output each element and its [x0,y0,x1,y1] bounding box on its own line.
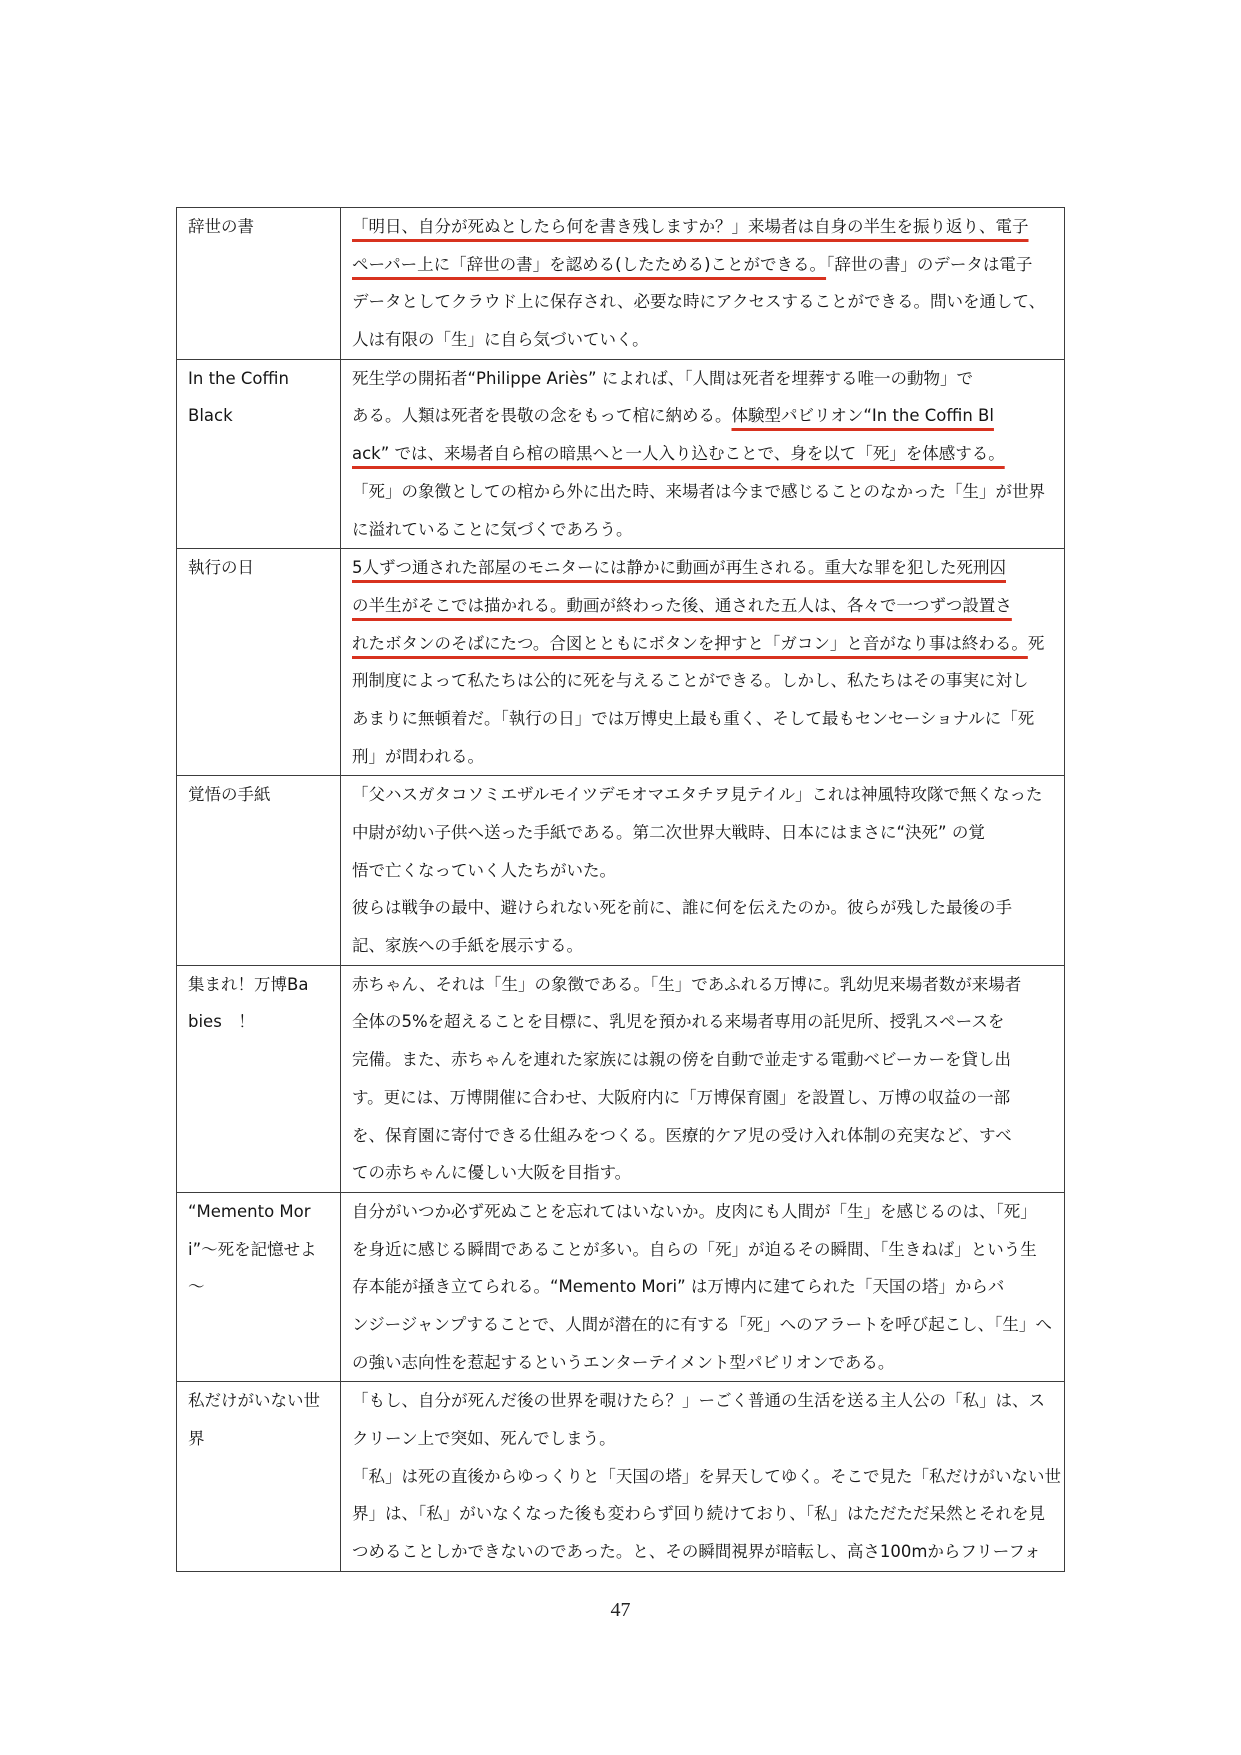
text-segment: ある。人類は死者を畏敬の念をもって棺に納める。 [352,406,732,426]
description-line [352,587,1064,625]
text-segment: データとしてクラウド上に保存され、必要な時にアクセスすることができる。問いを通して、 [352,292,1046,312]
row-title-line: 私だけがいない世 [188,1391,320,1411]
text-segment: 中尉が幼い子供へ送った手紙である。第二次世界大戦時、日本にはまさに“決死” の覚 [352,823,985,842]
row-title-line: i”～死を記憶せよ [188,1239,317,1259]
description-line [352,852,1064,890]
description-line [352,435,1064,473]
text-segment: 「私」は死の直後からゆっくりと「天国の塔」を昇天してゆく。そこで見た「私だけがいない世 [352,1466,1062,1486]
row-description-cell [341,208,1065,360]
underlined-text: の半生がそこでは描かれる。動画が終わった後、通された五人は、各々で一つずつ設置さ [352,595,1012,615]
row-title-cell [177,549,341,776]
description-line [352,1420,1064,1458]
text-segment: 刑」が問われる。 [352,746,484,766]
text-segment: 完備。また、赤ちゃんを連れた家族には親の傍を自動で並走する電動ベビーカーを貸し出 [352,1050,1012,1070]
text-segment: 全体の5%を超えることを目標に、乳児を預かれる来場者専用の託児所、授乳スペースを [352,1012,1005,1032]
text-segment: 「父ハスガタコソミエザルモイツデモオマエタチヲ見テイル」これは神風特攻隊で無くなった [352,785,1043,805]
row-title-cell [177,965,341,1192]
text-segment: つめることしかできないのであった。と、その瞬間視界が暗転し、高さ100mからフリーフォ [352,1542,1041,1562]
description-line [352,1117,1064,1155]
row-description-cell [341,776,1065,965]
description-line [352,1344,1064,1382]
text-segment: 赤ちゃん、それは「生」の象徴である。「生」であふれる万博に。乳幼児来場者数が来場者 [352,974,1022,994]
description-line [352,1154,1064,1192]
text-segment: 「辞世の書」のデータは電子 [826,254,1033,274]
description-line [352,1268,1064,1306]
description-line [352,814,1064,852]
text-segment: 死生学の開拓者“Philippe Ariès” によれば、「人間は死者を埋葬する唯一の動物」で [352,368,973,388]
description-line [352,700,1064,738]
row-title-line: bies ！ [188,1012,255,1032]
description-line [352,360,1064,398]
row-title-cell [177,1382,341,1571]
pavilion-table [176,207,1065,1572]
table-row [177,1382,1065,1571]
row-description-cell [341,1192,1065,1381]
description-line [352,662,1064,700]
text-segment: を、保育園に寄付できる仕組みをつくる。医療的ケア児の受け入れ体制の充実など、すべ [352,1125,1012,1145]
description-line [352,966,1064,1004]
row-title-cell [177,359,341,548]
description-line [352,1382,1064,1420]
underlined-text: 「明日、自分が死ぬとしたら何を書き残しますか？」来場者は自身の半生を振り返り、電子 [352,217,1029,236]
underlined-text: 体験型パビリオン“In the Coffin Bl [731,406,994,426]
row-title-line: 執行の日 [188,558,254,578]
description-line [352,1041,1064,1079]
text-segment: ンジージャンプすることで、人間が潜在的に有する「死」へのアラートを呼び起こし、「生」へ [352,1314,1052,1334]
text-segment: 「もし、自分が死んだ後の世界を覗けたら？」ーごく普通の生活を送る主人公の「私」は、ス [352,1391,1045,1411]
description-line [352,1079,1064,1117]
description-line [352,1193,1064,1231]
underlined-text: れたボタンのそばにたつ。合図とともにボタンを押すと「ガコン」と音がなり事は終わる。 [352,633,1028,653]
description-line [352,473,1064,511]
text-segment: 記、家族への手紙を展示する。 [352,936,583,956]
row-title-line: 界 [188,1429,205,1448]
description-line [352,776,1064,814]
description-line [352,321,1064,359]
description-line [352,1495,1064,1533]
description-line [352,1231,1064,1269]
row-title-line: ～ [188,1277,205,1297]
description-line [352,283,1064,321]
description-line [352,246,1064,284]
table-row [177,549,1065,776]
table-row [177,776,1065,965]
text-segment: 「死」の象徴としての棺から外に出た時、来場者は今まで感じることのなかった「生」が世界 [352,481,1045,501]
underlined-text: ack” では、来場者自ら棺の暗黒へと一人入り込むことで、身を以て「死」を体感する。 [352,444,1005,464]
description-line [352,208,1064,246]
description-line [352,738,1064,776]
description-line [352,625,1064,663]
text-segment: 刑制度によって私たちは公的に死を与えることができる。しかし、私たちはその事実に対し [352,671,1029,691]
table-row [177,965,1065,1192]
row-title-line: Black [188,406,233,426]
underlined-text: ペーパー上に「辞世の書」を認める(したためる)ことができる。 [352,254,827,274]
text-segment: 死 [1027,633,1045,653]
text-segment: に溢れていることに気づくであろう。 [352,519,633,539]
text-segment: の強い志向性を惹起するというエンターテイメント型パビリオンである。 [352,1352,895,1372]
row-title-line: 覚悟の手紙 [188,785,271,805]
description-line [352,549,1064,587]
row-title-cell [177,1192,341,1381]
row-title-cell [177,208,341,360]
row-description-cell [341,359,1065,548]
text-segment: す。更には、万博開催に合わせ、大阪府内に「万博保育園」を設置し、万博の収益の一部 [352,1087,1011,1107]
description-line [352,889,1064,927]
text-segment: を身近に感じる瞬間であることが多い。自らの「死」が迫るその瞬間、「生きねば」という生 [352,1239,1037,1259]
table-body [177,208,1065,1572]
row-description-cell [341,1382,1065,1571]
description-line [352,1306,1064,1344]
text-segment: 存本能が掻き立てられる。“Memento Mori” は万博内に建てられた「天国の塔」からバ [352,1277,1005,1297]
text-segment: クリーン上で突如、死んでしまう。 [352,1429,616,1448]
text-segment: 悟で亡くなっていく人たちがいた。 [352,860,616,880]
description-line [352,1458,1064,1496]
row-description-cell [341,549,1065,776]
row-title-line: 集まれ！万博Ba [188,974,309,994]
text-segment: 界」は、「私」がいなくなった後も変わらず回り続けており、「私」はただただ呆然とそれを見 [352,1504,1045,1524]
text-segment: あまりに無頓着だ。「執行の日」では万博史上最も重く、そして最もセンセーショナルに「死 [352,708,1035,728]
table-row [177,1192,1065,1381]
underlined-text: 5人ずつ通された部屋のモニターには静かに動画が再生される。重大な罪を犯した死刑囚 [352,558,1006,578]
row-description-cell [341,965,1065,1192]
description-line [352,397,1064,435]
page-number: 47 [610,1599,631,1621]
text-segment: ての赤ちゃんに優しい大阪を目指す。 [352,1163,632,1183]
row-title-line: 辞世の書 [188,217,254,236]
description-line [352,1003,1064,1041]
table-row [177,359,1065,548]
text-segment: 彼らは戦争の最中、避けられない死を前に、誰に何を伝えたのか。彼らが残した最後の手 [352,898,1012,918]
description-line [352,511,1064,549]
text-segment: 人は有限の「生」に自ら気づいていく。 [352,330,649,350]
description-line [352,1533,1064,1571]
row-title-line: “Memento Mor [188,1201,311,1221]
table-row [177,208,1065,360]
text-segment: 自分がいつか必ず死ぬことを忘れてはいないか。皮肉にも人間が「生」を感じるのは、「死」 [352,1201,1037,1221]
row-title-cell [177,776,341,965]
description-line [352,927,1064,965]
row-title-line: In the Coffin [188,368,289,388]
